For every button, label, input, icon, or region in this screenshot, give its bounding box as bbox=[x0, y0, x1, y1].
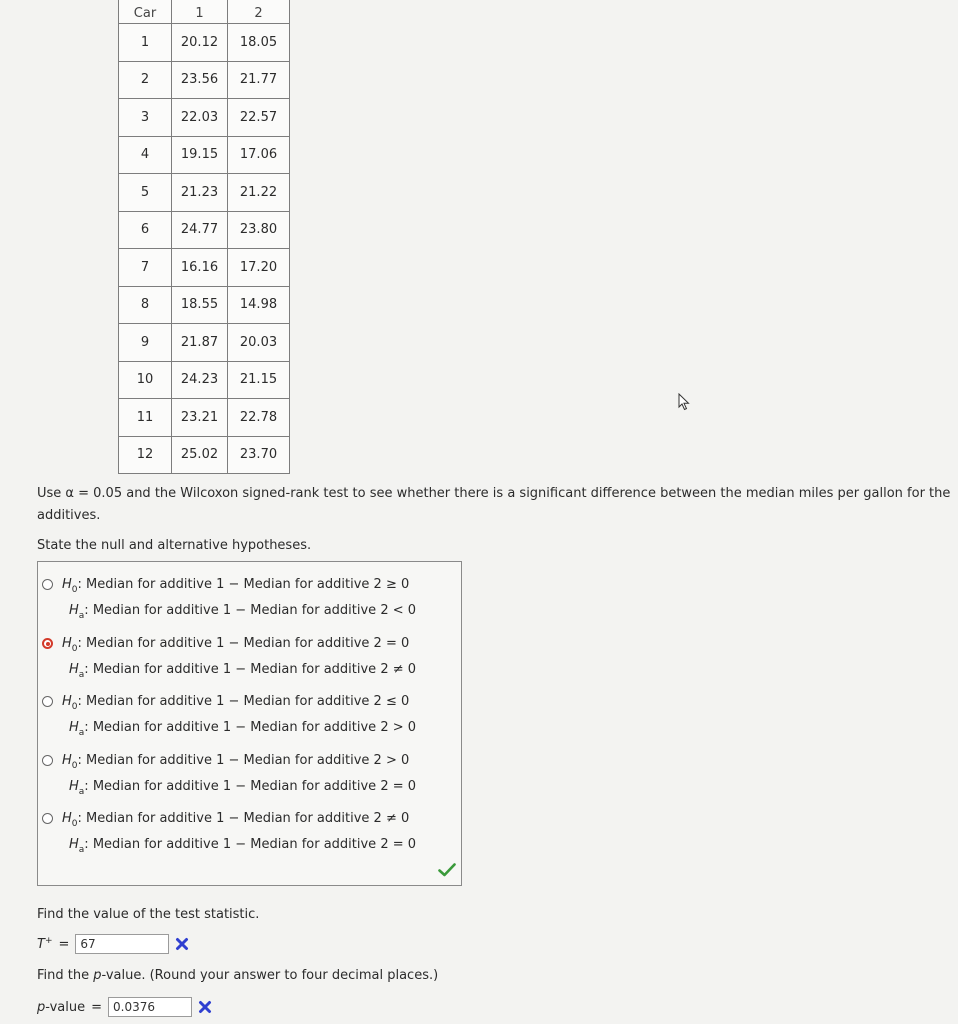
alternative-hypothesis: $H_a$: Median for additive 1 − Median for additive 2 < 0 bbox=[69, 603, 417, 621]
table-row bbox=[119, 24, 290, 62]
table-cell-additive-2: 21.77 bbox=[228, 61, 290, 99]
table-cell-car: 6 bbox=[119, 211, 172, 249]
table-cell-additive-2: 20.03 bbox=[228, 324, 290, 362]
pvalue-equals: = bbox=[91, 999, 103, 1015]
statistic-row bbox=[37, 934, 189, 954]
table-cell-additive-2: 17.20 bbox=[228, 249, 290, 287]
hypothesis-option-5[interactable] bbox=[38, 802, 461, 856]
mouse-pointer-icon bbox=[678, 393, 690, 411]
pvalue-label: p-value bbox=[37, 999, 86, 1015]
table-cell-additive-1: 18.55 bbox=[172, 286, 228, 324]
radio-button[interactable] bbox=[42, 696, 53, 707]
table-cell-car: 10 bbox=[119, 361, 172, 399]
table-cell-additive-2: 17.06 bbox=[228, 136, 290, 174]
table-cell-car: 7 bbox=[119, 249, 172, 287]
null-hypothesis: $H_0$: Median for additive 1 − Median for additive 2 ≠ 0 bbox=[62, 811, 410, 829]
table-cell-additive-2: 22.57 bbox=[228, 99, 290, 137]
table-header-additive-1: 1 bbox=[172, 0, 228, 24]
table-cell-additive-2: 23.70 bbox=[228, 436, 290, 474]
radio-button[interactable] bbox=[42, 579, 53, 590]
alternative-hypothesis: $H_a$: Median for additive 1 − Median for additive 2 = 0 bbox=[69, 779, 417, 797]
hypothesis-option-2[interactable] bbox=[38, 627, 461, 681]
hypothesis-option-1[interactable] bbox=[38, 568, 461, 622]
table-row bbox=[119, 361, 290, 399]
alternative-hypothesis: $H_a$: Median for additive 1 − Median for additive 2 ≠ 0 bbox=[69, 662, 417, 680]
table-cell-car: 12 bbox=[119, 436, 172, 474]
table-header-row bbox=[119, 0, 290, 24]
radio-button[interactable] bbox=[42, 638, 53, 649]
pvalue-row bbox=[37, 997, 212, 1017]
null-hypothesis: $H_0$: Median for additive 1 − Median for additive 2 ≥ 0 bbox=[62, 577, 410, 595]
table-cell-additive-1: 16.16 bbox=[172, 249, 228, 287]
table-row bbox=[119, 249, 290, 287]
table-cell-additive-2: 23.80 bbox=[228, 211, 290, 249]
null-hypothesis: $H_0$: Median for additive 1 − Median for additive 2 > 0 bbox=[62, 753, 410, 771]
table-cell-additive-2: 14.98 bbox=[228, 286, 290, 324]
hypotheses-heading: State the null and alternative hypotheses. bbox=[37, 538, 312, 553]
null-hypothesis: $H_0$: Median for additive 1 − Median for additive 2 = 0 bbox=[62, 636, 410, 654]
table-cell-additive-1: 20.12 bbox=[172, 24, 228, 62]
table-cell-additive-1: 21.87 bbox=[172, 324, 228, 362]
table-cell-additive-1: 23.21 bbox=[172, 399, 228, 437]
statistic-input[interactable] bbox=[75, 934, 169, 954]
checkmark-icon bbox=[438, 863, 456, 877]
incorrect-x-icon bbox=[198, 1000, 212, 1014]
hypothesis-option-4[interactable] bbox=[38, 744, 461, 798]
table-cell-car: 9 bbox=[119, 324, 172, 362]
table-cell-car: 8 bbox=[119, 286, 172, 324]
table-row bbox=[119, 61, 290, 99]
table-cell-additive-1: 24.77 bbox=[172, 211, 228, 249]
data-table bbox=[118, 0, 290, 474]
table-row bbox=[119, 399, 290, 437]
alternative-hypothesis: $H_a$: Median for additive 1 − Median for additive 2 > 0 bbox=[69, 720, 417, 738]
statistic-heading: Find the value of the test statistic. bbox=[37, 907, 260, 922]
pvalue-heading: Find the p-value. (Round your answer to four decimal places.) bbox=[37, 968, 439, 983]
table-cell-additive-1: 24.23 bbox=[172, 361, 228, 399]
hypotheses-answer-box bbox=[37, 561, 462, 886]
table-row bbox=[119, 211, 290, 249]
hypothesis-option-3[interactable] bbox=[38, 685, 461, 739]
statistic-label: T+ bbox=[37, 935, 53, 952]
radio-button[interactable] bbox=[42, 813, 53, 824]
table-cell-additive-1: 25.02 bbox=[172, 436, 228, 474]
radio-button[interactable] bbox=[42, 755, 53, 766]
table-cell-car: 11 bbox=[119, 399, 172, 437]
table-cell-additive-2: 22.78 bbox=[228, 399, 290, 437]
pvalue-input[interactable] bbox=[108, 997, 192, 1017]
table-row bbox=[119, 174, 290, 212]
table-cell-additive-1: 21.23 bbox=[172, 174, 228, 212]
statistic-equals: = bbox=[58, 936, 70, 952]
table-row bbox=[119, 436, 290, 474]
null-hypothesis: $H_0$: Median for additive 1 − Median for additive 2 ≤ 0 bbox=[62, 694, 410, 712]
alternative-hypothesis: $H_a$: Median for additive 1 − Median for additive 2 = 0 bbox=[69, 837, 417, 855]
question-prompt: Use α = 0.05 and the Wilcoxon signed-rank test to see whether there is a significant difference between the median miles per gallon for the additives. bbox=[37, 486, 951, 523]
table-row bbox=[119, 99, 290, 137]
table-cell-additive-1: 19.15 bbox=[172, 136, 228, 174]
table-row bbox=[119, 324, 290, 362]
table-cell-additive-1: 23.56 bbox=[172, 61, 228, 99]
table-cell-additive-2: 21.22 bbox=[228, 174, 290, 212]
table-cell-car: 5 bbox=[119, 174, 172, 212]
table-cell-additive-2: 18.05 bbox=[228, 24, 290, 62]
table-cell-car: 1 bbox=[119, 24, 172, 62]
table-cell-car: 4 bbox=[119, 136, 172, 174]
incorrect-x-icon bbox=[175, 937, 189, 951]
table-header-car: Car bbox=[119, 0, 172, 24]
table-cell-car: 2 bbox=[119, 61, 172, 99]
table-cell-car: 3 bbox=[119, 99, 172, 137]
table-cell-additive-2: 21.15 bbox=[228, 361, 290, 399]
table-header-additive-2: 2 bbox=[228, 0, 290, 24]
table-cell-additive-1: 22.03 bbox=[172, 99, 228, 137]
table-row bbox=[119, 286, 290, 324]
table-row bbox=[119, 136, 290, 174]
